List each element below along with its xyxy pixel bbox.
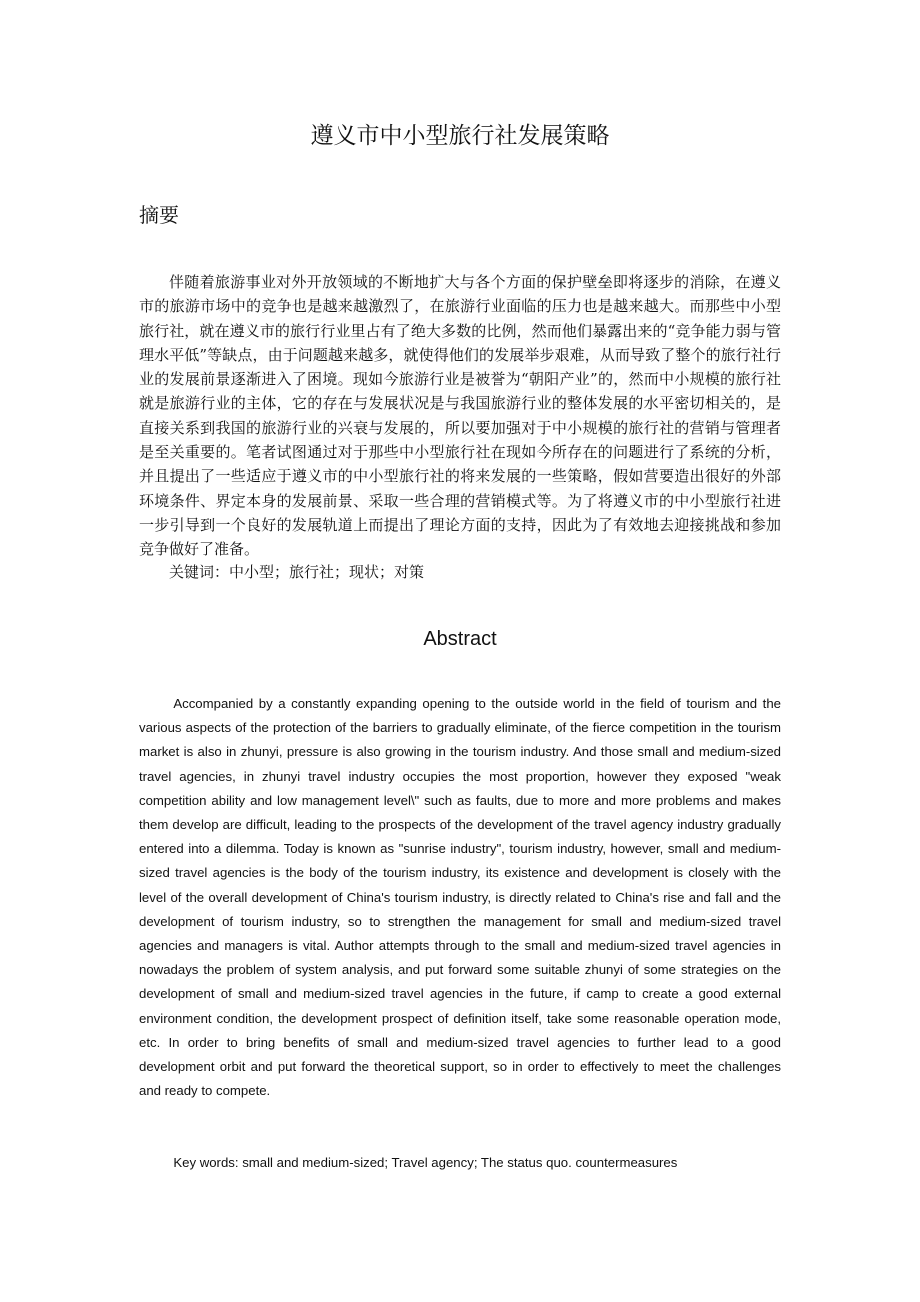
- abstract-zh-body: 伴随着旅游事业对外开放领域的不断地扩大与各个方面的保护壁垒即将逐步的消除，在遵义市的旅游市场中的竞争也是越来越激烈了，在旅游行业面临的压力也是越来越大。而那些中小型旅行社，就在遵义市的旅行行业里占有了绝大多数的比例，然而他们暴露出来的“竞争能力弱与管理水平低”等缺点，由于问题越来越多，就使得他们的发展举步艰难，从而导致了整个的旅行社行业的发展前景逐渐进入了困境。现如今旅游行业是被誉为“朝阳产业”的，然而中小规模的旅行社就是旅游行业的主体，它的存在与发展状况是与我国旅游行业的整体发展的水平密切相关的，是直接关系到我国的旅游行业的兴衰与发展的，所以要加强对于中小规模的旅行社的营销与管理者是至关重要的。笔者试图通过对于那些中小型旅行社在现如今所存在的问题进行了系统的分析，并且提出了一些适应于遵义市的中小型旅行社的将来发展的一些策略，假如营要造出很好的外部环境条件、界定本身的发展前景、采取一些合理的营销模式等。为了将遵义市的中小型旅行社进一步引导到一个良好的发展轨道上而提出了理论方面的支持，因此为了有效地去迎接挑战和参加竞争做好了准备。: [139, 273, 781, 559]
- abstract-zh-heading: 摘要: [139, 203, 179, 227]
- abstract-en-body: Accompanied by a constantly expanding opening to the outside world in the field of tourism and the various aspects of the protection of the barriers to gradually eliminate, of the fierce competition in the tourism market is also in zhunyi, pressure is also growing in the tourism industry. And those small and medium-sized travel agencies, in zhunyi travel industry occupies the most proportion, however they exposed "weak competition ability and low management level\" such as faults, due to more and more problems and makes them develop are difficult, leading to the prospects of the development of the travel agency industry gradually entered into a dilemma. Today is known as "sunrise industry", tourism industry, however, small and medium-sized travel agencies is the body of the tourism industry, its existence and development is closely with the level of the overall development of China's tourism industry, is directly related to China's rise and fall and the development of tourism industry, so to strengthen the management for small and medium-sized travel agencies and managers is vital. Author attempts through to the small and medium-sized travel agencies in nowadays the problem of system analysis, and put forward some suitable zhunyi of some strategies on the development of small and medium-sized travel agencies in the future, if camp to create a good external environment condition, the development prospect of definition itself, take some reasonable operation mode, etc. In order to bring benefits of small and medium-sized travel agencies to further lead to a good development orbit and put forward the theoretical support, so in order to effectively to meet the challenges and ready to compete.: [139, 696, 781, 1099]
- abstract-en-heading: Abstract: [423, 628, 497, 650]
- abstract-en-keywords: Key words: small and medium-sized; Travel agency; The status quo. countermeasures: [173, 1155, 678, 1170]
- abstract-zh-keywords: 关键词：中小型；旅行社；现状；对策: [169, 563, 425, 581]
- document-title: 遵义市中小型旅行社发展策略: [310, 123, 610, 149]
